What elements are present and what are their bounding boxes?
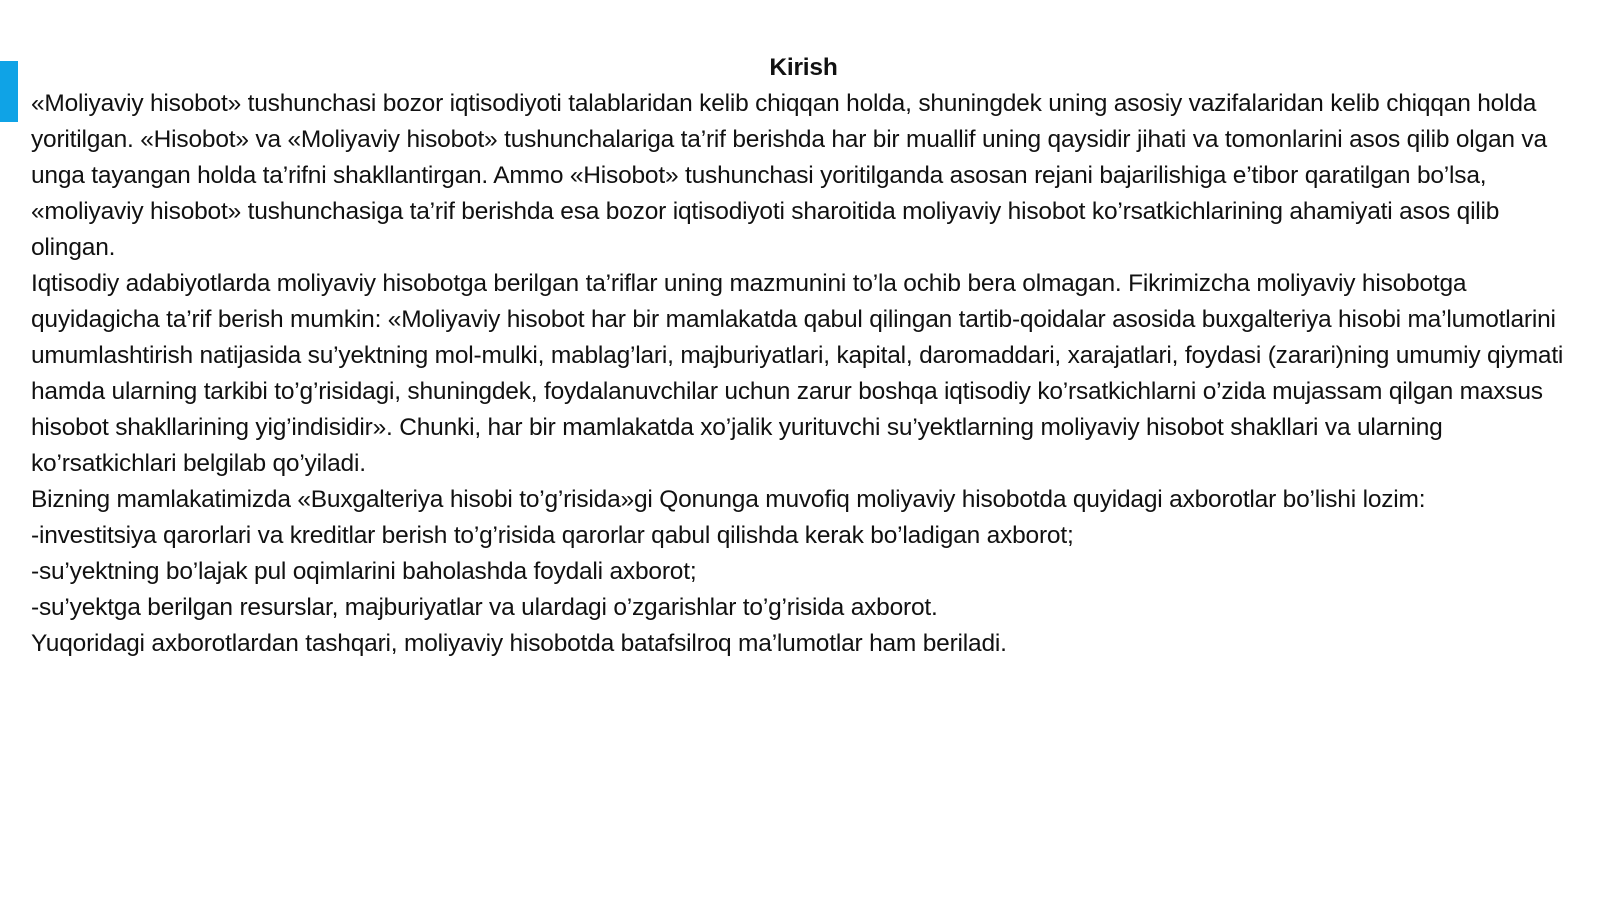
list-item-investment: -investitsiya qarorlari va kreditlar berish to’g’risida qarorlar qabul qilishda kerak bo’ladigan axborot;	[31, 522, 1074, 549]
list-item-cash-flows: -su’yektning bo’lajak pul oqimlarini baholashda foydali axborot;	[31, 558, 697, 585]
list-item-resources: -su’yektga berilgan resurslar, majburiyatlar va ulardagi o’zgarishlar to’g’risida axborot.	[31, 594, 938, 621]
paragraph-definition: Iqtisodiy adabiyotlarda moliyaviy hisobotga berilgan ta’riflar uning mazmunini to’la ochib bera olmagan. Fikrimizcha moliyaviy hisobotga quyidagicha ta’rif berish mumkin: «Moliyaviy hisobot har bir mamlakatda qabul qilingan tartib-qoidalar asosida buxgalteriya hisobi ma’lumotlarini umumlashtirish natijasida su’yektning mol-mulki, mablag’lari, majburiyatlari, kapital, daromaddari, xarajatlari, foydasi (zarari)ning umumiy qiymati hamda ularning tarkibi to’g’risidagi, shuningdek, foydalanuvchilar uchun zarur boshqa iqtisodiy ko’rsatkichlarni o’zida mujassam qilgan maxsus hisobot shakllarining yig’indisidir». Chunki, har bir mamlakatda xo’jalik yurituvchi su’yektlarning moliyaviy hisobot shakllari va ularning ko’rsatkichlari belgilab qo’yiladi.	[31, 270, 1564, 477]
slide-title: Kirish	[769, 54, 838, 81]
paragraph-conclusion: Yuqoridagi axborotlardan tashqari, moliyaviy hisobotda batafsilroq ma’lumotlar ham beriladi.	[31, 630, 1007, 657]
slide-content	[31, 50, 1576, 662]
accent-bar	[0, 61, 18, 122]
paragraph-law: Bizning mamlakatimizda «Buxgalteriya hisobi to’g’risida»gi Qonunga muvofiq moliyaviy hisobotda quyidagi axborotlar bo’lishi lozim:	[31, 486, 1426, 513]
paragraph-intro: «Moliyaviy hisobot» tushunchasi bozor iqtisodiyoti talablaridan kelib chiqqan holda, shuningdek uning asosiy vazifalaridan kelib chiqqan holda yoritilgan. «Hisobot» va «Moliyaviy hisobot» tushunchalariga ta’rif berishda har bir muallif uning qaysidir jihati va tomonlarini asos qilib olgan va unga tayangan holda ta’rifni shakllantirgan. Ammo «Hisobot» tushunchasi yoritilganda asosan rejani bajarilishiga e’tibor qaratilgan bo’lsa, «moliyaviy hisobot» tushunchasiga ta’rif berishda esa bozor iqtisodiyoti sharoitida moliyaviy hisobot ko’rsatkichlarining ahamiyati asos qilib olingan.	[31, 90, 1547, 261]
